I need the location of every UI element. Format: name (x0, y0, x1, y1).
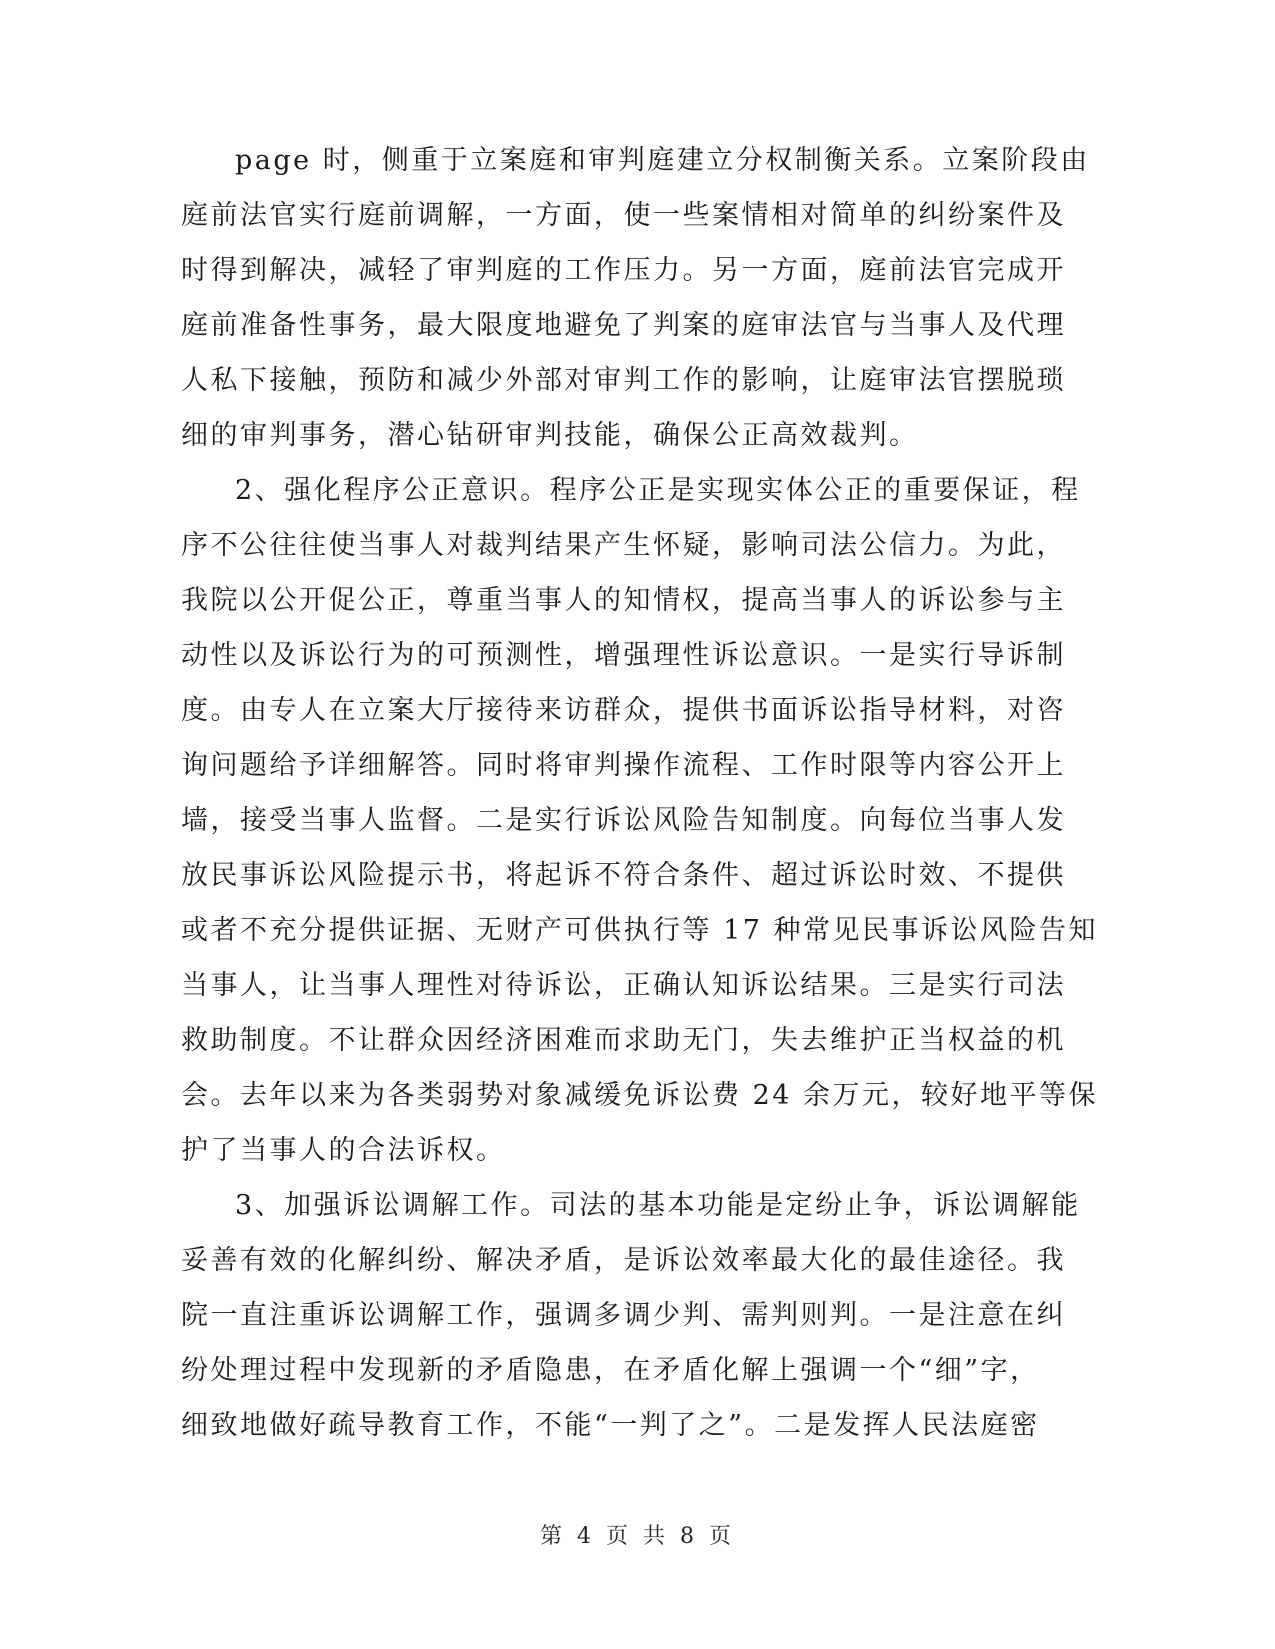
text-line: 2、强化程序公正意识。程序公正是实现实体公正的重要保证，程 (235, 475, 1081, 506)
text-line: 庭前准备性事务，最大限度地避免了判案的庭审法官与当事人及代理 (181, 310, 1066, 341)
text-line: 序不公往往使当事人对裁判结果产生怀疑，影响司法公信力。为此， (181, 530, 1066, 561)
text-line: 度。由专人在立案大厅接待来访群众，提供书面诉讼指导材料，对咨 (181, 695, 1066, 726)
text-line: 会。去年以来为各类弱势对象减缓免诉讼费 24 余万元，较好地平等保 (181, 1080, 1099, 1111)
text-line: 人私下接触，预防和减少外部对审判工作的影响，让庭审法官摆脱琐 (181, 365, 1066, 396)
text-line: 庭前法官实行庭前调解，一方面，使一些案情相对简单的纠纷案件及 (181, 200, 1066, 231)
text-line: 细致地做好疏导教育工作，不能“一判了之”。二是发挥人民法庭密 (181, 1410, 1040, 1441)
text-line: 时得到解决，减轻了审判庭的工作压力。另一方面，庭前法官完成开 (181, 255, 1066, 286)
document-body (181, 138, 1099, 1458)
text-line: 3、加强诉讼调解工作。司法的基本功能是定纷止争，诉讼调解能 (235, 1190, 1081, 1221)
text-line: 当事人，让当事人理性对待诉讼，正确认知诉讼结果。三是实行司法 (181, 970, 1066, 1001)
text-line: 我院以公开促公正，尊重当事人的知情权，提高当事人的诉讼参与主 (181, 585, 1066, 616)
text-line: 妥善有效的化解纠纷、解决矛盾，是诉讼效率最大化的最佳途径。我 (181, 1245, 1066, 1276)
text-line: 院一直注重诉讼调解工作，强调多调少判、需判则判。一是注意在纠 (181, 1300, 1066, 1331)
text-line: 护了当事人的合法诉权。 (181, 1135, 506, 1166)
page-number-footer: 第 4 页 共 8 页 (540, 1524, 735, 1549)
text-line: 动性以及诉讼行为的可预测性，增强理性诉讼意识。一是实行导诉制 (181, 640, 1066, 671)
text-line: 纷处理过程中发现新的矛盾隐患，在矛盾化解上强调一个“细”字， (181, 1355, 1040, 1386)
text-line: 放民事诉讼风险提示书，将起诉不符合条件、超过诉讼时效、不提供 (181, 860, 1066, 891)
text-line: 细的审判事务，潜心钻研审判技能，确保公正高效裁判。 (181, 420, 919, 451)
text-line: 救助制度。不让群众因经济困难而求助无门，失去维护正当权益的机 (181, 1025, 1066, 1056)
text-line: page 时，侧重于立案庭和审判庭建立分权制衡关系。立案阶段由 (235, 145, 1090, 176)
text-line: 询问题给予详细解答。同时将审判操作流程、工作时限等内容公开上 (181, 750, 1066, 781)
text-line: 墙，接受当事人监督。二是实行诉讼风险告知制度。向每位当事人发 (181, 805, 1066, 836)
text-line: 或者不充分提供证据、无财产可供执行等 17 种常见民事诉讼风险告知 (181, 915, 1099, 946)
